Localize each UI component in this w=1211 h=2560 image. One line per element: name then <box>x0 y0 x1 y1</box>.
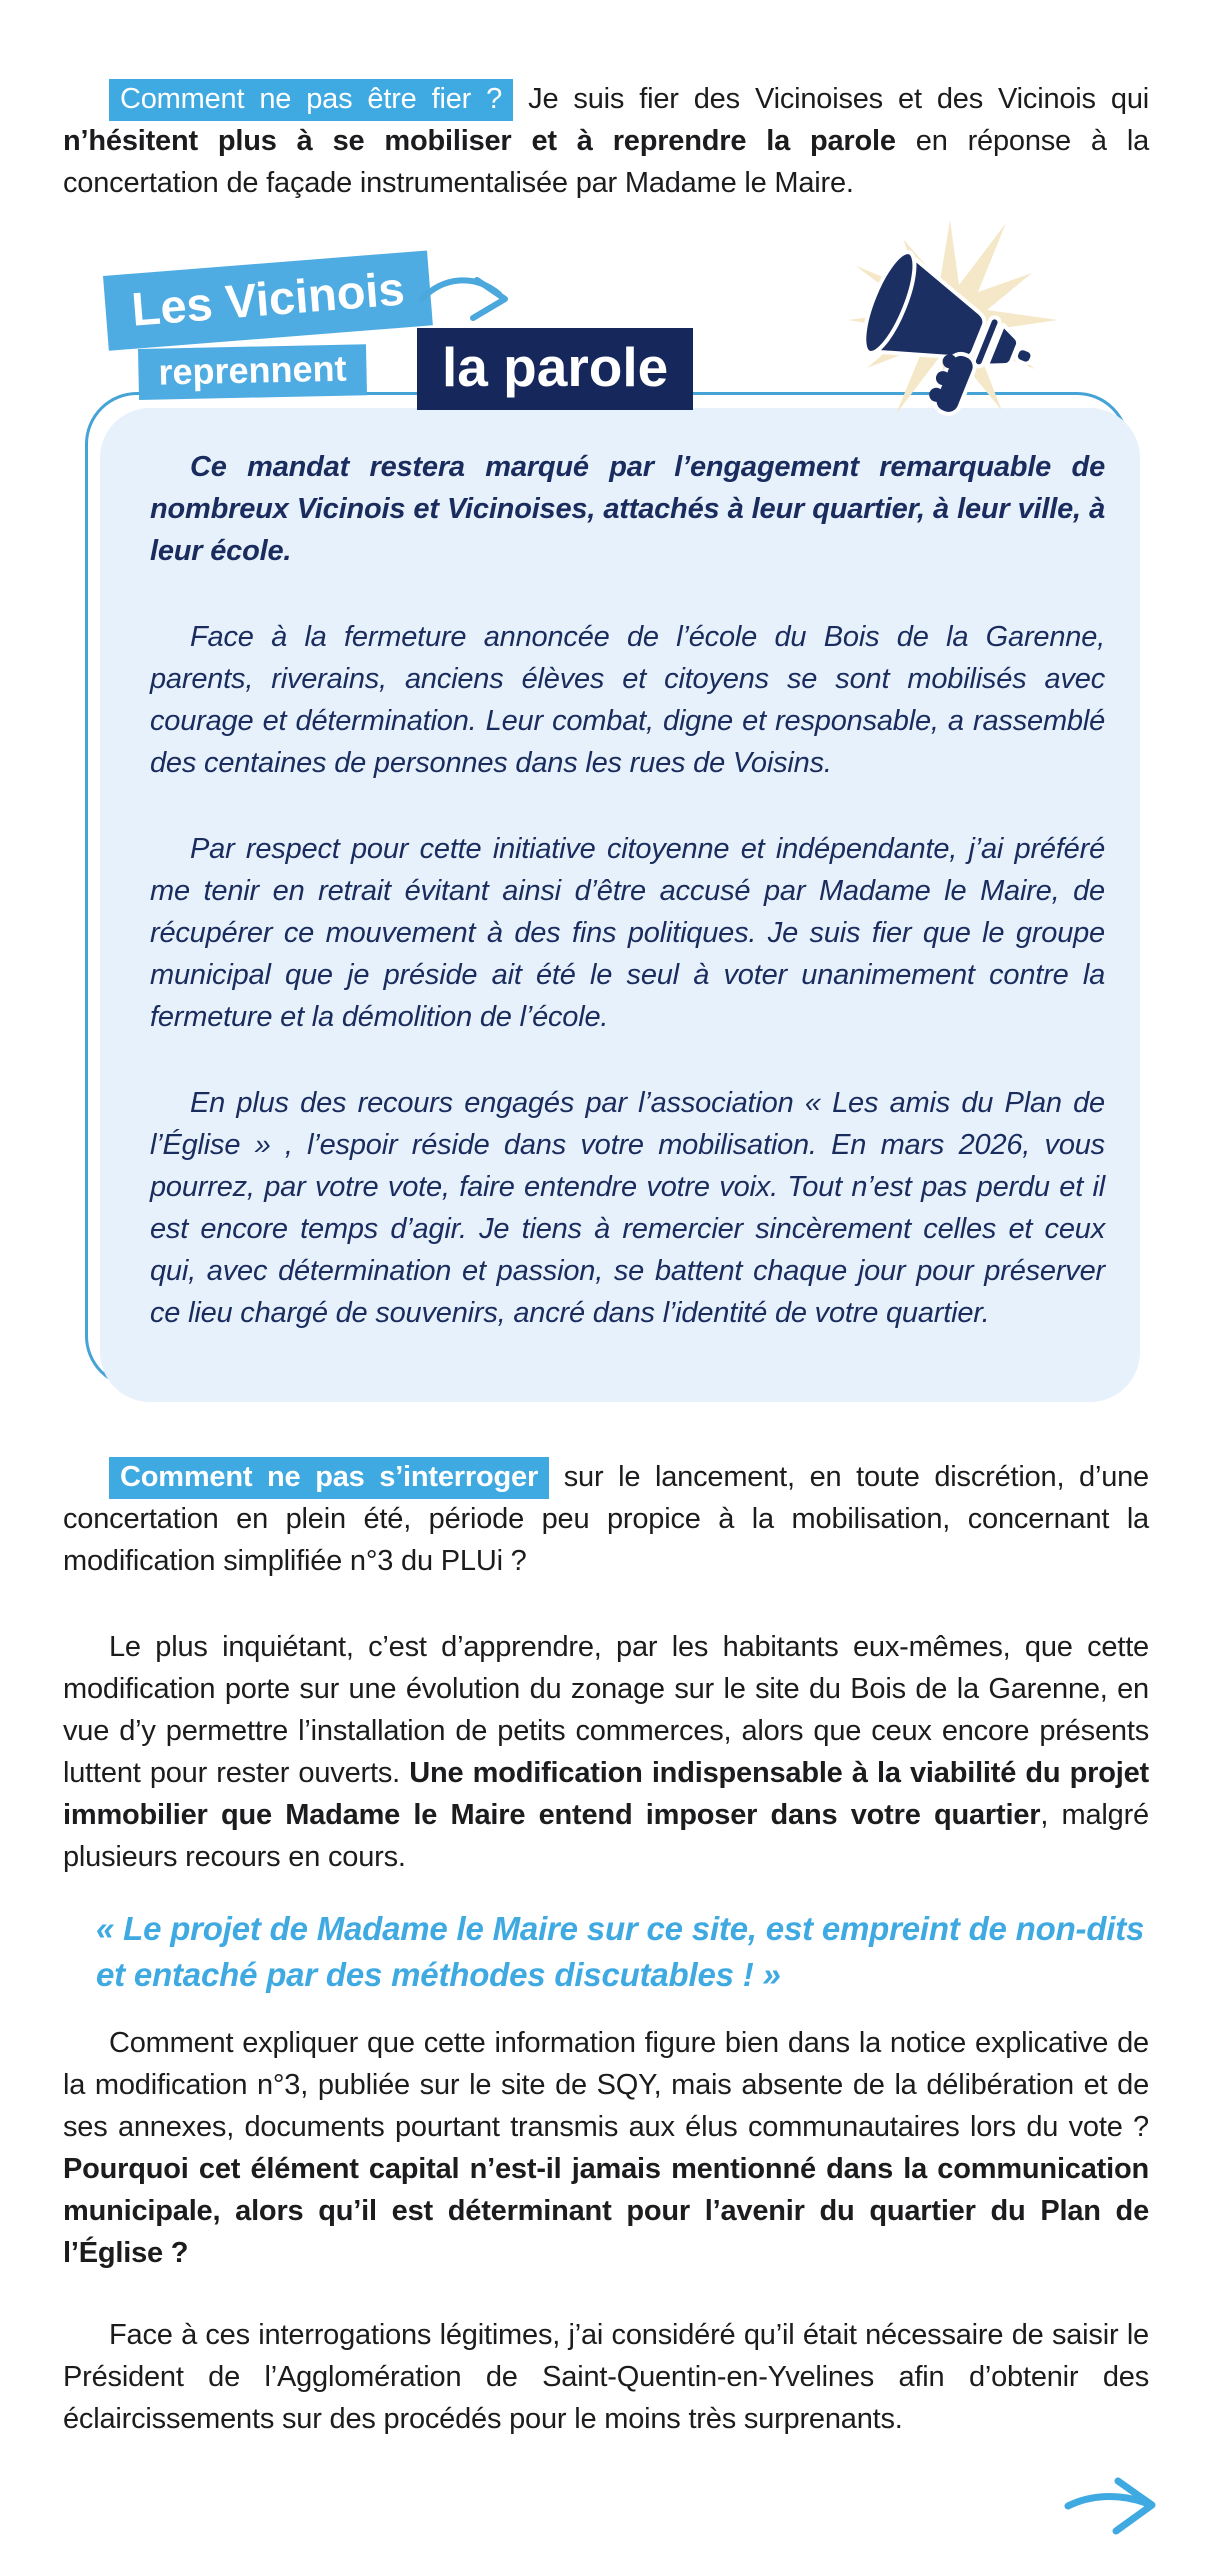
letter-paragraph: En plus des recours engagés par l’association « Les amis du Plan de l’Église » , l’espoir réside dans votre mobilisation. En mars 2026, vous pourrez, par votre vote, faire entendre votre voix. Tout n’est pas perdu et il est encore temps d’agir. Je tiens à remercier sincèrement celles et ceux qui, avec détermination et passion, se battent chaque jour pour préserver ce lieu chargé de souvenirs, ancré dans l’identité de votre quartier. <box>150 1087 1105 1329</box>
notice-lead-text: Comment expliquer que cette information figure bien dans la notice explicative de la modification n°3, publiée sur le site de SQY, mais absente de la délibération et de ses annexes, documents pourtant transmis aux élus communautaires lors du vote ? <box>63 2027 1149 2143</box>
zonage-bold-text: Une modification indispensable à la viabilité du projet immobilier que Madame le Maire entend imposer dans votre quartier <box>63 1757 1149 1831</box>
intro-paragraph <box>63 78 1149 204</box>
letter-paragraph: Par respect pour cette initiative citoyenne et indépendante, j’ai préféré me tenir en retrait évitant ainsi d’être accusé par Madame le Maire, de récupérer ce mouvement à des fins politiques. Je suis fier que le groupe municipal que je préside ait été le seul à voter unanimement contre la fermeture et la démolition de l’école. <box>150 833 1105 1033</box>
closing-paragraph: Face à ces interrogations légitimes, j’ai considéré qu’il était nécessaire de saisir le Président de l’Agglomération de Saint-Quentin-en-Yvelines afin d’obtenir des éclaircissements sur des procédés pour le moins très surprenants. <box>63 2319 1149 2435</box>
zonage-tail-text: , malgré plusieurs recours en cours. <box>63 1799 1149 1873</box>
interrogation-tail-text: sur le lancement, en toute discrétion, d’une concertation en plein été, période peu propice à la mobilisation, concernant la modification simplifiée n°3 du PLUi ? <box>63 1461 1149 1577</box>
notice-paragraph <box>63 2022 1149 2274</box>
zonage-lead-text: Le plus inquiétant, c’est d’apprendre, par les habitants eux-mêmes, que cette modification porte sur une évolution du zonage sur le site du Bois de la Garenne, en vue d’y permettre l’installation de petits commerces, alors que ceux encore présents luttent pour rester ouverts. <box>63 1631 1149 1789</box>
banner-word-la-parole: la parole <box>417 328 693 410</box>
letter-paragraph: Face à la fermeture annoncée de l’école du Bois de la Garenne, parents, riverains, anciens élèves et citoyens se sont mobilisés avec courage et détermination. Leur combat, digne et responsable, a rassemblé des centaines de personnes dans les rues de Voisins. <box>150 621 1105 779</box>
highlight-comment-ne-pas-sinterroger: Comment ne pas s’interroger <box>109 1457 549 1499</box>
notice-bold-text: Pourquoi cet élément capital n’est-il jamais mentionné dans la communication municipale, alors qu’il est déterminant pour l’avenir du quartier du Plan de l’Église ? <box>63 2153 1149 2269</box>
highlight-comment-ne-pas-etre-fier: Comment ne pas être fier ? <box>109 79 513 121</box>
letter-text <box>150 446 1105 1378</box>
interrogation-paragraph <box>63 1456 1149 1582</box>
intro-bold-text: n’hésitent plus à se mobiliser et à reprendre la parole <box>63 125 896 157</box>
intro-tail-text: en réponse à la concertation de façade instrumentalisée par Madame le Maire. <box>63 125 1149 199</box>
banner-word-les-vicinois: Les Vicinois <box>103 250 433 350</box>
curved-arrow-icon <box>415 268 525 330</box>
letter-paragraph: Ce mandat restera marqué par l’engagement remarquable de nombreux Vicinois et Vicinoises, attachés à leur quartier, à leur ville, à leur école. <box>150 451 1105 567</box>
megaphone-illustration <box>760 195 1140 445</box>
zonage-paragraph <box>63 1626 1149 1878</box>
banner-word-reprennent: reprennent <box>138 344 367 400</box>
intro-lead-text: Je suis fier des Vicinoises et des Vicinois qui <box>513 83 1149 115</box>
pull-quote: « Le projet de Madame le Maire sur ce site, est empreint de non-dits et entaché par des méthodes discutables ! » <box>96 1910 1145 1993</box>
continuation-arrow-icon <box>1062 2476 1166 2536</box>
